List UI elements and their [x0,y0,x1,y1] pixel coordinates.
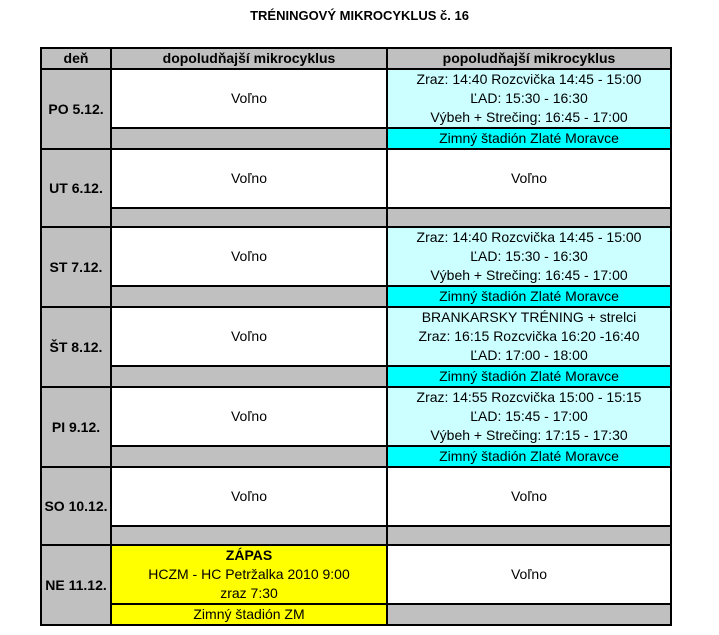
afternoon-location: Zimný štadión Zlaté Moravce [387,446,671,467]
table-row-footer [41,128,671,149]
header-morning: dopoludňajší mikrocyklus [111,48,387,69]
morning-cell: Voľno [111,227,387,286]
table-row [41,149,671,208]
table-row-footer [41,208,671,227]
schedule-table [40,47,672,626]
header-afternoon: popoludňajší mikrocyklus [387,48,671,69]
afternoon-line: ĽAD: 15:45 - 17:00 [470,408,588,424]
morning-cell: Voľno [111,149,387,208]
afternoon-line: Výbeh + Strečing: 17:15 - 17:30 [430,427,628,443]
match-teams: HCZM - HC Petržalka 2010 9:00 [148,566,350,582]
day-cell: SO 10.12. [41,467,111,545]
afternoon-location: Zimný štadión Zlaté Moravce [387,286,671,307]
afternoon-footer [387,604,671,625]
day-cell: PI 9.12. [41,387,111,467]
afternoon-line: BRANKARSKY TRÉNING + strelci [421,309,637,325]
header-row [41,48,671,69]
day-cell: ŠT 8.12. [41,307,111,387]
afternoon-footer [387,526,671,545]
morning-cell: Voľno [111,69,387,128]
morning-footer [111,446,387,467]
afternoon-cell [387,387,671,446]
afternoon-location: Zimný štadión Zlaté Moravce [387,366,671,387]
table-row [41,307,671,366]
afternoon-line: ĽAD: 17:00 - 18:00 [470,347,588,363]
table-row [41,387,671,446]
morning-cell: Voľno [111,307,387,366]
afternoon-line: Zraz: 16:15 Rozcvička 16:20 -16:40 [418,328,640,344]
afternoon-cell [387,227,671,286]
table-row-footer [41,526,671,545]
morning-footer [111,366,387,387]
morning-footer [111,128,387,149]
afternoon-line: Výbeh + Strečing: 16:45 - 17:00 [430,267,628,283]
afternoon-line: Výbeh + Strečing: 16:45 - 17:00 [430,109,628,125]
table-row [41,545,671,604]
afternoon-cell [387,307,671,366]
morning-cell: Voľno [111,467,387,526]
table-row [41,227,671,286]
table-row-footer [41,366,671,387]
table-row [41,69,671,128]
afternoon-cell: Voľno [387,545,671,604]
afternoon-line: Zraz: 14:40 Rozcvička 14:45 - 15:00 [416,229,642,245]
morning-cell: Voľno [111,387,387,446]
afternoon-cell: Voľno [387,467,671,526]
afternoon-line: ĽAD: 15:30 - 16:30 [470,90,588,106]
table-row [41,467,671,526]
afternoon-line: ĽAD: 15:30 - 16:30 [470,248,588,264]
day-cell: UT 6.12. [41,149,111,227]
day-cell: ST 7.12. [41,227,111,307]
morning-location: Zimný štadión ZM [111,604,387,625]
afternoon-location: Zimný štadión Zlaté Moravce [387,128,671,149]
table-row-footer [41,604,671,625]
morning-footer [111,208,387,227]
match-meet-time: zraz 7:30 [220,585,278,601]
afternoon-footer [387,208,671,227]
afternoon-line: Zraz: 14:40 Rozcvička 14:45 - 15:00 [416,71,642,87]
match-label: ZÁPAS [225,547,273,563]
morning-footer [111,286,387,307]
table-row-footer [41,446,671,467]
morning-footer [111,526,387,545]
match-cell [111,545,387,604]
afternoon-line: Zraz: 14:55 Rozcvička 15:00 - 15:15 [416,389,642,405]
table-row-footer [41,286,671,307]
page-title: TRÉNINGOVÝ MIKROCYKLUS č. 16 [250,8,469,23]
day-cell: NE 11.12. [41,545,111,625]
afternoon-cell [387,69,671,128]
day-cell: PO 5.12. [41,69,111,149]
afternoon-cell: Voľno [387,149,671,208]
header-day: deň [41,48,111,69]
